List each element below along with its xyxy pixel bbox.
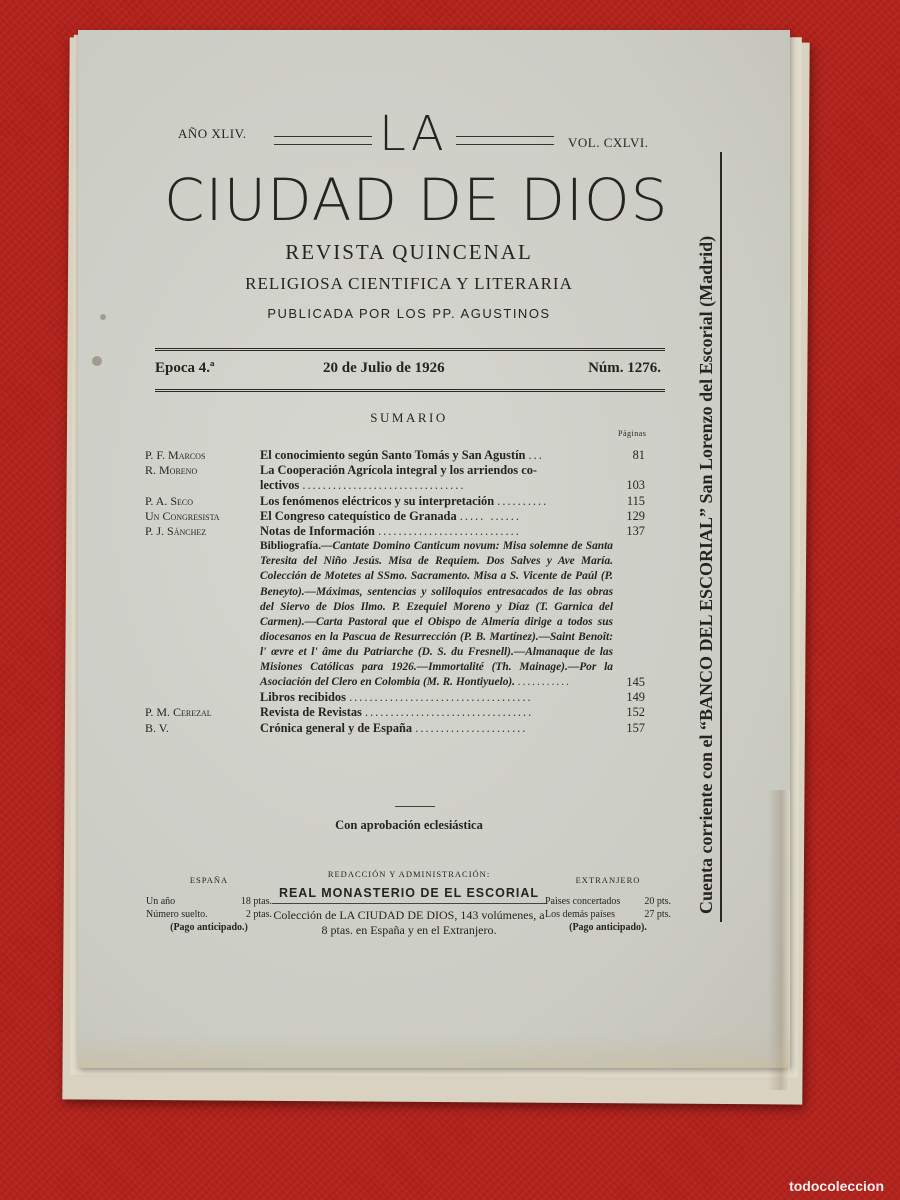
toc-title-cell [260, 494, 613, 509]
toc-dots: ................................. [364, 705, 534, 720]
toc-dots: ...................... [415, 720, 528, 735]
volume-label: VOL. CXLVI. [568, 135, 649, 150]
toc-author [145, 690, 260, 705]
toc-title-cell [260, 721, 613, 736]
toc-title: Revista de Revistas [260, 705, 362, 720]
toc-page: 152 [626, 705, 645, 720]
toc-dots: ..... ...... [459, 508, 521, 523]
bibliografia-page: 145 [626, 674, 645, 689]
bibliografia-label: Bibliografía. [260, 540, 322, 553]
year-label: AÑO XLIV. [178, 126, 247, 141]
toc-row [145, 463, 645, 478]
sumario-heading: SUMARIO [370, 410, 448, 425]
toc-dots: ................................ [302, 478, 466, 493]
issue-bar [155, 348, 665, 392]
abroad-other-price: 27 pts. [644, 909, 671, 920]
epoca-label: Epoca 4.ª [155, 360, 215, 376]
abroad-concerted-price: 20 pts. [644, 896, 671, 907]
admin-heading: REDACCIÓN Y ADMINISTRACIÓN: [327, 869, 491, 879]
worn-bottom-edge [78, 1032, 790, 1068]
toc-row [145, 721, 645, 736]
toc-row [145, 478, 645, 493]
toc-title: Notas de Información [260, 524, 375, 539]
toc-row [145, 509, 645, 524]
toc-title: Crónica general y de España [260, 720, 413, 735]
toc-page: 157 [626, 720, 645, 735]
toc-author: P. J. Sánchez [145, 524, 207, 539]
toc-title: Libros recibidos [260, 690, 346, 705]
toc-title-cell [260, 705, 613, 720]
toc-page [613, 463, 645, 478]
toc-title: lectivos [260, 478, 300, 493]
issue-date: 20 de Julio de 1926 [323, 360, 445, 376]
abroad-heading: EXTRANJERO [575, 875, 641, 885]
bank-account-note: Cuenta corriente con el “BANCO DEL ESCORIAL” San Lorenzo del Escorial (Madrid) [696, 235, 716, 914]
spain-single-price: 2 ptas. [245, 909, 272, 920]
toc-title-cell [260, 509, 613, 524]
masthead-subtitle-2: RELIGIOSA CIENTIFICA Y LITERARIA [245, 274, 573, 293]
toc-title-cell [260, 463, 613, 478]
spain-single-label: Número suelto. [146, 909, 208, 920]
toc-row [145, 690, 645, 705]
administration-block [272, 868, 546, 938]
toc-dots: ... [528, 448, 544, 462]
abroad-payment-note: (Pago anticipado). [569, 922, 647, 933]
issue-number: Núm. 1276. [588, 360, 661, 376]
toc-title-cell [260, 690, 613, 705]
toc-title-cell [260, 524, 613, 539]
spain-year-price: 18 ptas. [240, 896, 272, 907]
toc-page: 137 [626, 524, 645, 539]
toc-row [145, 448, 645, 463]
toc-author [145, 478, 260, 493]
masthead-la: LA [379, 106, 448, 162]
toc-page: 149 [626, 690, 645, 705]
price-spain [146, 874, 272, 934]
spain-year-label: Un año [146, 896, 176, 907]
stain-mark [92, 356, 102, 366]
abroad-other-label: Los demás países [545, 909, 615, 920]
masthead-rule-right [456, 136, 554, 145]
masthead-subtitle: REVISTA QUINCENAL [285, 240, 533, 264]
toc-author: Un Congresista [145, 508, 220, 523]
toc-title-cell [260, 478, 613, 493]
toc-title: El Congreso catequístico de Granada [260, 508, 457, 523]
toc-row [145, 494, 645, 509]
toc-row-bibliografia [145, 539, 645, 690]
toc-page: 81 [632, 448, 645, 462]
toc-dots: ........... [517, 676, 572, 689]
divider [395, 806, 435, 807]
toc-dots: ............................ [378, 524, 521, 539]
publisher-line: PUBLICADA POR LOS PP. AGUSTINOS [267, 306, 551, 321]
toc-author: P. M. Cerezal [145, 705, 212, 720]
collection-note: Colección de LA CIUDAD DE DIOS, 143 volúmenes, a 8 ptas. en España y en el Extranjero. [273, 908, 545, 937]
toc-author: P. F. Marcos [145, 448, 206, 462]
toc-dots: .................................... [349, 690, 533, 705]
watermark: todocoleccion [789, 1178, 884, 1194]
toc-page: 129 [626, 508, 645, 523]
toc-author: B. V. [145, 720, 169, 735]
admin-name: REAL MONASTERIO DE EL ESCORIAL [272, 887, 546, 904]
toc-dots: .......... [497, 493, 549, 508]
table-of-contents [145, 448, 645, 736]
price-abroad [545, 874, 671, 934]
magazine-cover [78, 30, 790, 1068]
toc-row [145, 705, 645, 720]
side-rule [720, 152, 722, 922]
masthead-title: CIUDAD DE DIOS [164, 166, 669, 234]
toc-title: La Cooperación Agrícola integral y los arriendos co- [260, 463, 538, 478]
spain-payment-note: (Pago anticipado.) [170, 922, 248, 933]
toc-title: Los fenómenos eléctricos y su interpretación [260, 493, 495, 508]
stain-mark [100, 314, 106, 320]
bibliografia-text: —Cantate Domino Canticum novum: Misa solemne de Santa Teresita del Niño Jesús. Misa de Requiem. Dos Salves y Ave María. Colección de Motetes al SSmo. Sacramento. Misa a S. Vicente de Paúl (P. Beneyto).—Máximas, sentencias y soliloquios entresacados de las obras del Siervo de Dios Ilmo. P. Ezequiel Moreno y Díaz (T. Garnica del Carmen).—Carta Pastoral que el Obispo de Almería dirige a todos sus diocesanos en la Pascua de Resurrección (P. B. Martínez).—Saint Benoît: l' œvre et l' âme du Patriarche (D. S. du Fresnell).—Almanaque de las Misiones Católicas para 1926.—Immortalité (Th. Mainage).—Por la Asociación del Clero en Colombia (M. R. Hontiyuelo). [260, 540, 613, 689]
abroad-concerted-label: Paises concertados [545, 896, 621, 907]
masthead-rule-left [274, 136, 372, 145]
toc-author: P. A. Seco [145, 493, 194, 508]
approval-note: Con aprobación eclesiástica [335, 818, 483, 832]
toc-title-cell [260, 448, 613, 463]
spain-heading: ESPAÑA [189, 875, 229, 885]
toc-author: R. Moreno [145, 463, 198, 478]
toc-page: 115 [626, 493, 645, 508]
paginas-label: Páginas [618, 429, 647, 438]
toc-title: El conocimiento según Santo Tomás y San Agustín [260, 448, 526, 462]
toc-row [145, 524, 645, 539]
toc-page: 103 [626, 478, 645, 493]
